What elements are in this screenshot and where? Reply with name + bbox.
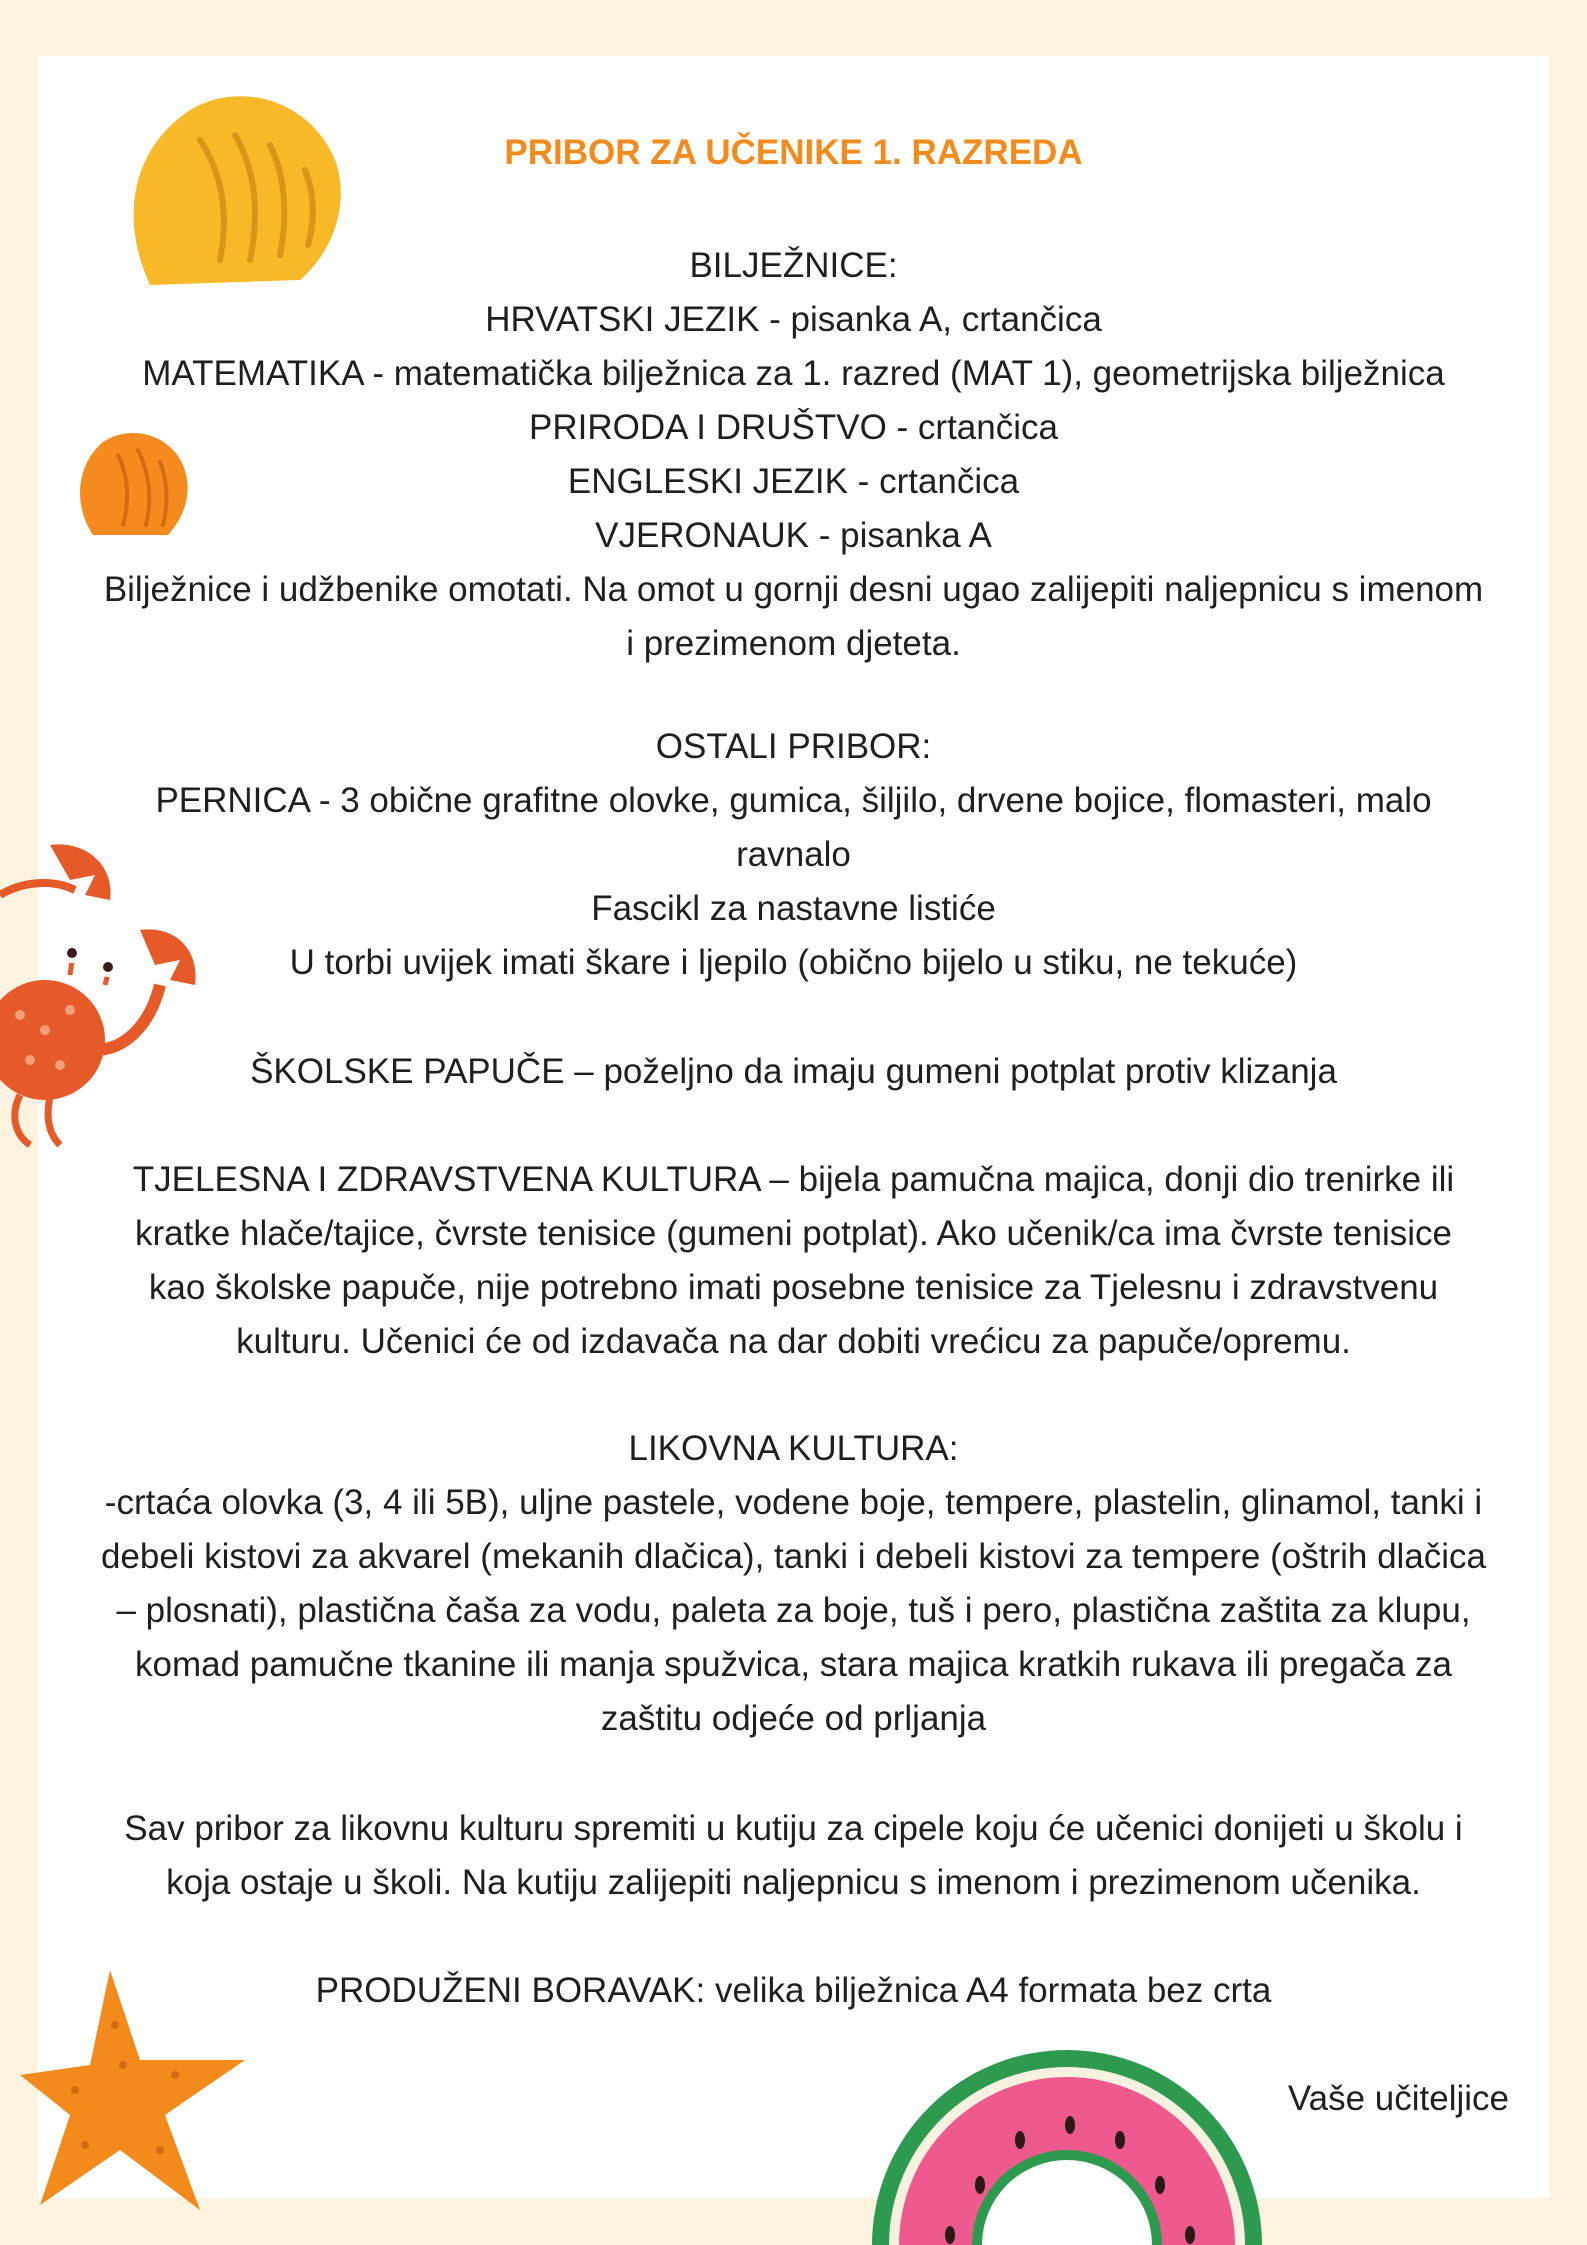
box-section	[38, 1802, 1549, 1910]
notebooks-heading: BILJEŽNICE:	[689, 246, 898, 285]
notebooks-line: ENGLESKI JEZIK - crtančica	[567, 462, 1020, 501]
art-section	[38, 1422, 1549, 1746]
box-line: Sav pribor za likovnu kulturu spremiti u kutiju za cipele koju će učenici donijeti u školu i	[124, 1809, 1463, 1848]
slippers-line: ŠKOLSKE PAPUČE – poželjno da imaju gumeni potplat protiv klizanja	[250, 1052, 1337, 1091]
art-line: zaštitu odjeće od prljanja	[600, 1699, 987, 1738]
notebooks-line: MATEMATIKA - matematička bilježnica za 1. razred (MAT 1), geometrijska bilježnica	[142, 354, 1445, 393]
other-line: PERNICA - 3 obične grafitne olovke, gumica, šiljilo, drvene bojice, flomasteri, malo	[155, 781, 1432, 820]
other-line: U torbi uvijek imati škare i ljepilo (obično bijelo u stiku, ne tekuće)	[289, 943, 1298, 982]
signature: Vaše učiteljice	[1287, 2079, 1509, 2118]
notebooks-line: HRVATSKI JEZIK - pisanka A, crtančica	[485, 300, 1102, 339]
pe-line: kulturu. Učenici će od izdavača na dar dobiti vrećicu za papuče/opremu.	[236, 1322, 1351, 1361]
page-title: PRIBOR ZA UČENIKE 1. RAZREDA	[504, 133, 1083, 172]
other-heading: OSTALI PRIBOR:	[655, 727, 932, 766]
box-line: koja ostaje u školi. Na kutiju zalijepiti naljepnicu s imenom i prezimenom učenika.	[166, 1863, 1421, 1902]
other-line: Fascikl za nastavne listiće	[591, 889, 996, 928]
other-line: ravnalo	[736, 835, 851, 874]
pe-line: kao školske papuče, nije potrebno imati posebne tenisice za Tjelesnu i zdravstvenu	[148, 1268, 1439, 1307]
pe-section	[38, 1153, 1549, 1369]
art-heading: LIKOVNA KULTURA:	[628, 1429, 959, 1468]
art-line: -crtaća olovka (3, 4 ili 5B), uljne pastele, vodene boje, tempere, plastelin, glinamol, tanki i	[104, 1483, 1483, 1522]
art-line: debeli kistovi za akvarel (mekanih dlačica), tanki i debeli kistovi za tempere (oštrih dlačica	[100, 1537, 1487, 1576]
notebooks-line: Bilježnice i udžbenike omotati. Na omot u gornji desni ugao zalijepiti naljepnicu s imenom	[103, 570, 1484, 609]
notebooks-line: i prezimenom djeteta.	[626, 624, 961, 663]
notebooks-section	[38, 239, 1549, 671]
pe-line: TJELESNA I ZDRAVSTVENA KULTURA – bijela pamučna majica, donji dio trenirke ili	[132, 1160, 1455, 1199]
slippers-section	[38, 1045, 1549, 1099]
notebooks-line: VJERONAUK - pisanka A	[595, 516, 992, 555]
after-school-section	[38, 1964, 1549, 2018]
watermelon-float-icon	[870, 2045, 1265, 2245]
other-supplies-section	[38, 720, 1549, 990]
pe-line: kratke hlače/tajice, čvrste tenisice (gumeni potplat). Ako učenik/ca ima čvrste tenisice	[135, 1214, 1452, 1253]
after-school-line: PRODUŽENI BORAVAK: velika bilježnica A4 formata bez crta	[315, 1971, 1272, 2010]
art-line: komad pamučne tkanine ili manja spužvica, stara majica kratkih rukava ili pregača za	[135, 1645, 1452, 1684]
art-line: – plosnati), plastična čaša za vodu, paleta za boje, tuš i pero, plastična zaštita za klupu,	[116, 1591, 1471, 1630]
notebooks-line: PRIRODA I DRUŠTVO - crtančica	[529, 408, 1058, 447]
